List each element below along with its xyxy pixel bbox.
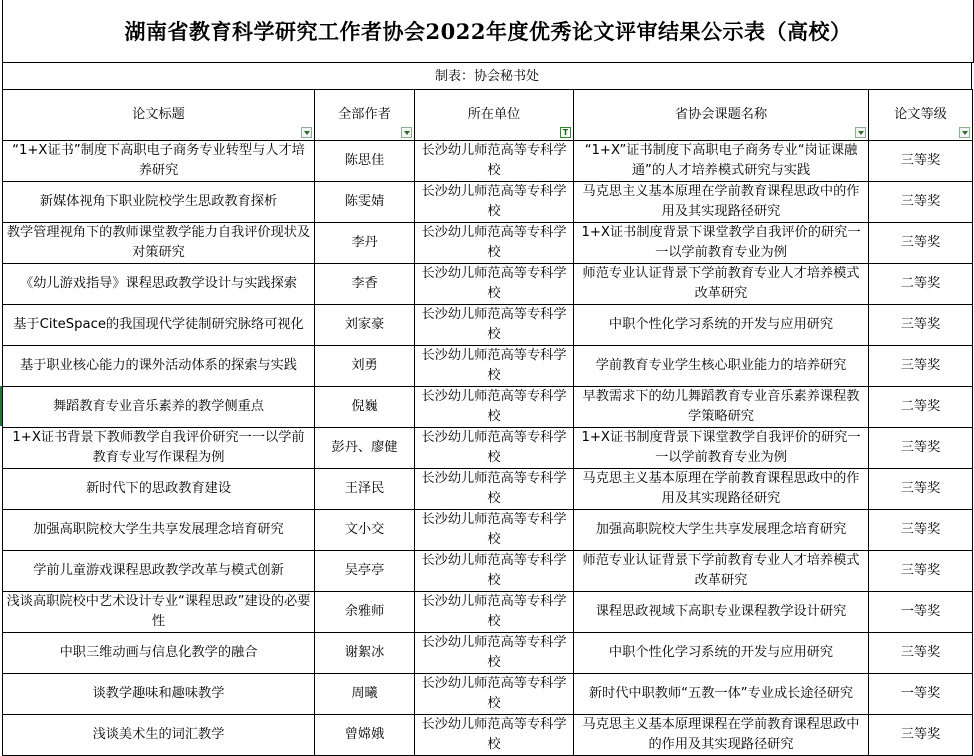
table-row [3,223,973,264]
header-cell-unit[interactable]: 所在单位 T [415,90,574,141]
cell-paper-title[interactable]: “1+X证书”制度下高职电子商务专业转型与人才培养研究 [3,141,315,182]
cell-level[interactable]: 三等奖 [869,141,973,182]
filter-active-icon[interactable] [560,127,571,138]
cell-project[interactable]: 1+X证书制度背景下课堂教学自我评价的研究一一以学前教育专业为例 [574,428,869,469]
table-row [3,633,973,674]
cell-authors[interactable]: 刘家豪 [315,305,415,346]
cell-authors[interactable]: 陈思佳 [315,141,415,182]
cell-level[interactable]: 二等奖 [869,264,973,305]
maker-row[interactable] [2,63,972,89]
cell-authors[interactable]: 刘勇 [315,346,415,387]
cell-authors[interactable]: 吴亭亭 [315,551,415,592]
cell-authors[interactable]: 文小交 [315,510,415,551]
cell-unit[interactable]: 长沙幼儿师范高等专科学校 [415,182,574,223]
cell-authors[interactable]: 陈雯婧 [315,182,415,223]
table-row [3,387,973,428]
cell-project[interactable]: 加强高职院校大学生共享发展理念培育研究 [574,510,869,551]
table-row [3,674,973,715]
cell-paper-title[interactable]: 1+X证书背景下教师教学自我评价研究一一以学前教育专业写作课程为例 [3,428,315,469]
cell-project[interactable]: 师范专业认证背景下学前教育专业人才培养模式改革研究 [574,551,869,592]
cell-paper-title[interactable]: 舞蹈教育专业音乐素养的教学侧重点 [3,387,315,428]
cell-level[interactable]: 三等奖 [869,346,973,387]
table-row [3,182,973,223]
filter-dropdown-icon[interactable] [959,127,970,138]
table-row [3,141,973,182]
cell-authors[interactable]: 彭丹、廖健 [315,428,415,469]
cell-paper-title[interactable]: 浅谈美术生的词汇教学 [3,715,315,756]
cell-paper-title[interactable]: 新媒体视角下职业院校学生思政教育探析 [3,182,315,223]
cell-authors[interactable]: 王泽民 [315,469,415,510]
table-row [3,428,973,469]
cell-paper-title[interactable]: 新时代下的思政教育建设 [3,469,315,510]
cell-paper-title[interactable]: 中职三维动画与信息化教学的融合 [3,633,315,674]
cell-unit[interactable]: 长沙幼儿师范高等专科学校 [415,469,574,510]
header-row [3,90,973,141]
cell-paper-title[interactable]: 学前儿童游戏课程思政教学改革与模式创新 [3,551,315,592]
cell-level[interactable]: 三等奖 [869,428,973,469]
table-row [3,551,973,592]
cell-paper-title[interactable]: 教学管理视角下的教师课堂教学能力自我评价现状及对策研究 [3,223,315,264]
cell-unit[interactable]: 长沙幼儿师范高等专科学校 [415,674,574,715]
cell-authors[interactable]: 李香 [315,264,415,305]
cell-level[interactable]: 二等奖 [869,387,973,428]
cell-level[interactable]: 三等奖 [869,551,973,592]
header-cell-authors[interactable]: 全部作者 [315,90,415,141]
cell-authors[interactable]: 余雅师 [315,592,415,633]
cell-unit[interactable]: 长沙幼儿师范高等专科学校 [415,715,574,756]
cell-unit[interactable]: 长沙幼儿师范高等专科学校 [415,551,574,592]
header-cell-title[interactable]: 论文标题 [3,90,315,141]
cell-paper-title[interactable]: 《幼儿游戏指导》课程思政教学设计与实践探索 [3,264,315,305]
cell-project[interactable]: 新时代中职教师“五教一体”专业成长途径研究 [574,674,869,715]
cell-project[interactable]: 马克思主义基本原理在学前教育课程思政中的作用及其实现路径研究 [574,469,869,510]
filter-dropdown-icon[interactable] [401,127,412,138]
table-row [3,510,973,551]
cell-paper-title[interactable]: 基于CiteSpace的我国现代学徒制研究脉络可视化 [3,305,315,346]
header-cell-project[interactable]: 省协会课题名称 [574,90,869,141]
cell-level[interactable]: 三等奖 [869,510,973,551]
cell-authors[interactable]: 曾嫦娥 [315,715,415,756]
cell-unit[interactable]: 长沙幼儿师范高等专科学校 [415,346,574,387]
cell-project[interactable]: 1+X证书制度背景下课堂教学自我评价的研究一一以学前教育专业为例 [574,223,869,264]
cell-project[interactable]: 马克思主义基本原理课程在学前教育课程思政中的作用及其实现路径研究 [574,715,869,756]
cell-project[interactable]: 师范专业认证背景下学前教育专业人才培养模式改革研究 [574,264,869,305]
cell-level[interactable]: 三等奖 [869,182,973,223]
table-title[interactable]: 湖南省教育科学研究工作者协会2022年度优秀论文评审结果公示表（高校） [2,0,974,63]
cell-level[interactable]: 一等奖 [869,674,973,715]
cell-unit[interactable]: 长沙幼儿师范高等专科学校 [415,592,574,633]
table-row [3,305,973,346]
cell-level[interactable]: 三等奖 [869,223,973,264]
cell-level[interactable]: 三等奖 [869,469,973,510]
cell-authors[interactable]: 倪巍 [315,387,415,428]
table-row [3,346,973,387]
cell-project[interactable]: 课程思政视域下高职专业课程教学设计研究 [574,592,869,633]
cell-authors[interactable]: 谢絮冰 [315,633,415,674]
filter-dropdown-icon[interactable] [855,127,866,138]
maker-label: 制表：协会秘书处 [434,69,539,84]
cell-project[interactable]: 中职个性化学习系统的开发与应用研究 [574,305,869,346]
cell-authors[interactable]: 李丹 [315,223,415,264]
row-selection-marker [0,386,2,426]
cell-level[interactable]: 三等奖 [869,305,973,346]
cell-unit[interactable]: 长沙幼儿师范高等专科学校 [415,223,574,264]
cell-level[interactable]: 三等奖 [869,633,973,674]
cell-unit[interactable]: 长沙幼儿师范高等专科学校 [415,305,574,346]
cell-level[interactable]: 一等奖 [869,592,973,633]
table-row [3,592,973,633]
cell-paper-title[interactable]: 谈教学趣味和趣味教学 [3,674,315,715]
results-table [2,89,973,756]
cell-paper-title[interactable]: 加强高职院校大学生共享发展理念培育研究 [3,510,315,551]
table-row [3,715,973,756]
filter-dropdown-icon[interactable] [301,127,312,138]
header-cell-level[interactable]: 论文等级 [869,90,973,141]
cell-unit[interactable]: 长沙幼儿师范高等专科学校 [415,428,574,469]
cell-authors[interactable]: 周曦 [315,674,415,715]
cell-project[interactable]: 中职个性化学习系统的开发与应用研究 [574,633,869,674]
cell-level[interactable]: 三等奖 [869,715,973,756]
cell-unit[interactable]: 长沙幼儿师范高等专科学校 [415,633,574,674]
cell-project[interactable]: 早教需求下的幼儿舞蹈教育专业音乐素养课程教学策略研究 [574,387,869,428]
cell-unit[interactable]: 长沙幼儿师范高等专科学校 [415,510,574,551]
cell-project[interactable]: 学前教育专业学生核心职业能力的培养研究 [574,346,869,387]
table-row [3,264,973,305]
table-row [3,469,973,510]
cell-paper-title[interactable]: 基于职业核心能力的课外活动体系的探索与实践 [3,346,315,387]
cell-paper-title[interactable]: 浅谈高职院校中艺术设计专业“课程思政”建设的必要性 [3,592,315,633]
cell-project[interactable]: 马克思主义基本原理在学前教育课程思政中的作用及其实现路径研究 [574,182,869,223]
cell-unit[interactable]: 长沙幼儿师范高等专科学校 [415,387,574,428]
cell-unit[interactable]: 长沙幼儿师范高等专科学校 [415,264,574,305]
cell-unit[interactable]: 长沙幼儿师范高等专科学校 [415,141,574,182]
cell-project[interactable]: “1+X”证书制度下高职电子商务专业“岗证课融通”的人才培养模式研究与实践 [574,141,869,182]
